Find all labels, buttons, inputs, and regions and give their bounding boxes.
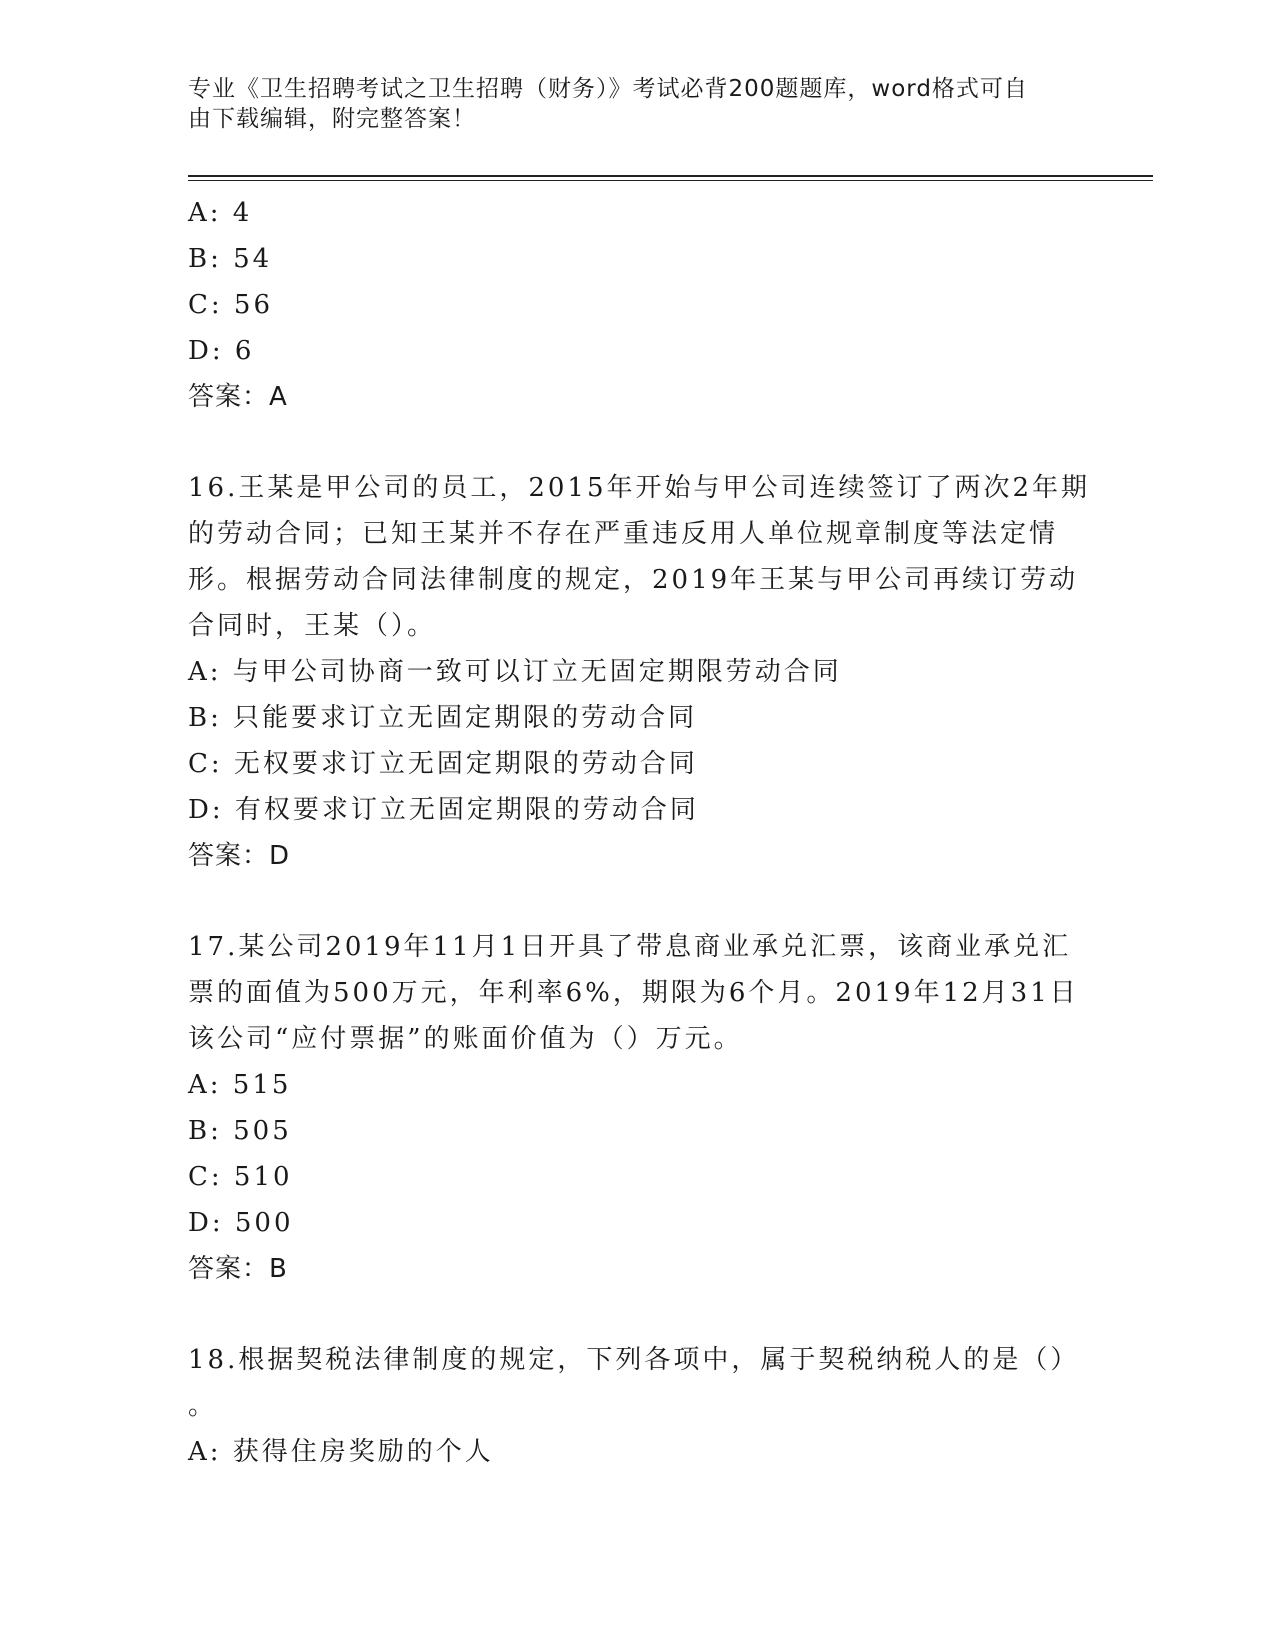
stem-line: 。 xyxy=(188,1391,218,1421)
question-content xyxy=(188,190,1091,1475)
header-line-1: 专业《卫生招聘考试之卫生招聘（财务）》考试必背200题题库，word格式可自 xyxy=(188,76,1028,102)
option-a: A: 515 xyxy=(188,1070,292,1100)
option-b: B: 只能要求订立无固定期限的劳动合同 xyxy=(188,703,698,733)
stem-line: 17.某公司2019年11月1日开具了带息商业承兑汇票，该商业承兑汇 xyxy=(188,932,1072,962)
question-17-answer: 答案：B xyxy=(188,1254,288,1284)
header-line-2: 由下载编辑，附完整答案！ xyxy=(188,106,476,132)
question-15-options xyxy=(188,190,1088,374)
option-c: C: 56 xyxy=(188,290,274,320)
question-17-stem xyxy=(188,924,1088,1062)
stem-line: 票的面值为500万元，年利率6%，期限为6个月。2019年12月31日 xyxy=(188,978,1079,1008)
option-d: D: 500 xyxy=(188,1208,294,1238)
question-16-answer: 答案：D xyxy=(188,841,291,871)
option-a: A: 与甲公司协商一致可以订立无固定期限劳动合同 xyxy=(188,657,842,687)
stem-line: 形。根据劳动合同法律制度的规定，2019年王某与甲公司再续订劳动 xyxy=(188,565,1079,595)
header-divider-thick xyxy=(188,175,1153,177)
question-15-answer: 答案：A xyxy=(188,382,288,412)
option-b: B: 54 xyxy=(188,244,273,274)
stem-line: 该公司“应付票据”的账面价值为（）万元。 xyxy=(188,1024,743,1054)
option-a: A: 4 xyxy=(188,198,253,228)
spacer xyxy=(188,420,1088,465)
option-d: D: 有权要求订立无固定期限的劳动合同 xyxy=(188,795,699,825)
option-c: C: 510 xyxy=(188,1162,293,1192)
question-17-options xyxy=(188,1062,1088,1246)
spacer xyxy=(188,879,1088,924)
header-divider-thin xyxy=(188,180,1153,181)
spacer xyxy=(188,1292,1088,1337)
stem-line: 18.根据契税法律制度的规定，下列各项中，属于契税纳税人的是（） xyxy=(188,1345,1080,1375)
document-header xyxy=(188,74,1068,134)
stem-line: 合同时，王某（）。 xyxy=(188,611,437,641)
stem-line: 的劳动合同；已知王某并不存在严重违反用人单位规章制度等法定情 xyxy=(188,519,1059,549)
question-18-options xyxy=(188,1429,1088,1475)
option-b: B: 505 xyxy=(188,1116,292,1146)
question-16-options xyxy=(188,649,1088,833)
option-a: A: 获得住房奖励的个人 xyxy=(188,1437,494,1467)
option-c: C: 无权要求订立无固定期限的劳动合同 xyxy=(188,749,698,779)
question-18-stem xyxy=(188,1337,1088,1429)
question-16-stem xyxy=(188,465,1091,649)
option-d: D: 6 xyxy=(188,336,255,366)
stem-line: 16.王某是甲公司的员工，2015年开始与甲公司连续签订了两次2年期 xyxy=(188,473,1091,503)
